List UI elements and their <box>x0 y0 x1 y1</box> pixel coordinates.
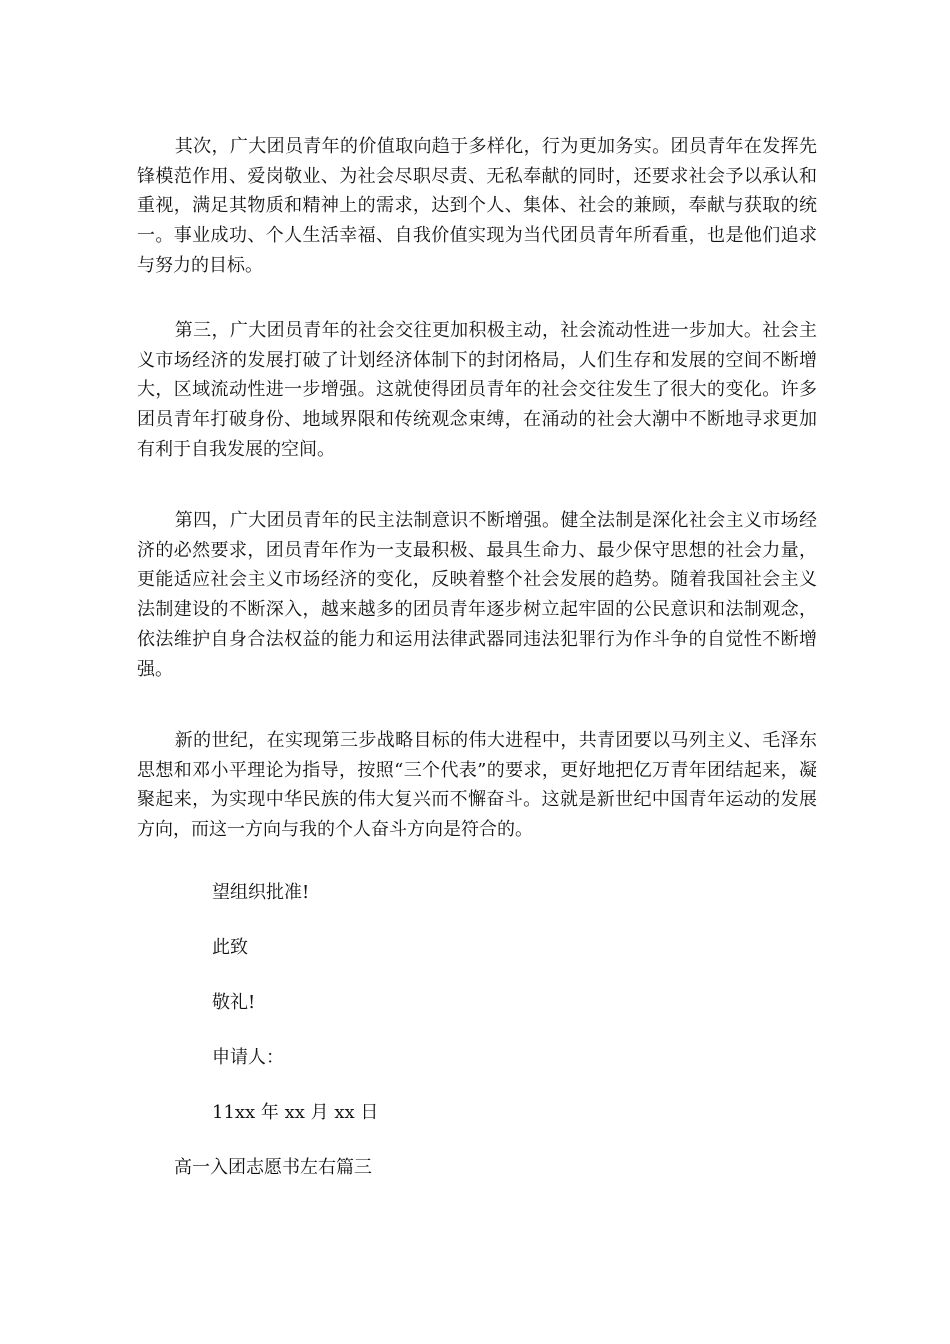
paragraph-new-century: 新的世纪，在实现第三步战略目标的伟大进程中，共青团要以马列主义、毛泽东思想和邓小平理论为指导，按照“三个代表”的要求，更好地把亿万青年团结起来，凝聚起来，为实现中华民族的伟大复兴而不懈奋斗。这就是新世纪中国青年运动的发展方向，而这一方向与我的个人奋斗方向是符合的。 <box>137 730 817 841</box>
closing-request: 望组织批准! <box>212 882 310 903</box>
applicant-label: 申请人： <box>212 1047 284 1068</box>
next-section-title: 高一入团志愿书左右篇三 <box>174 1157 372 1178</box>
paragraph-social-interaction: 第三，广大团员青年的社会交往更加积极主动，社会流动性进一步加大。社会主义市场经济的发展打破了计划经济体制下的封闭格局，人们生存和发展的空间不断增大，区域流动性进一步增强。这就使得团员青年的社会交往发生了很大的变化。许多团员青年打破身份、地域界限和传统观念束缚，在涌动的社会大潮中不断地寻求更加有利于自我发展的空间。 <box>137 320 817 460</box>
date-line: 11xx 年 xx 月 xx 日 <box>212 1102 379 1123</box>
paragraph-legal-awareness: 第四，广大团员青年的民主法制意识不断增强。健全法制是深化社会主义市场经济的必然要求，团员青年作为一支最积极、最具生命力、最少保守思想的社会力量，更能适应社会主义市场经济的变化，反映着整个社会发展的趋势。随着我国社会主义法制建设的不断深入，越来越多的团员青年逐步树立起牢固的公民意识和法制观念，依法维护自身合法权益的能力和运用法律武器同违法犯罪行为作斗争的自觉性不断增强。 <box>137 510 817 680</box>
closing-respect: 敬礼! <box>212 992 256 1013</box>
paragraph-values: 其次，广大团员青年的价值取向趋于多样化，行为更加务实。团员青年在发挥先锋模范作用、爱岗敬业、为社会尽职尽责、无私奉献的同时，还要求社会予以承认和重视，满足其物质和精神上的需求，达到个人、集体、社会的兼顾，奉献与获取的统一。事业成功、个人生活幸福、自我价值实现为当代团员青年所看重，也是他们追求与努力的目标。 <box>137 136 817 276</box>
closing-salutation: 此致 <box>212 937 248 958</box>
